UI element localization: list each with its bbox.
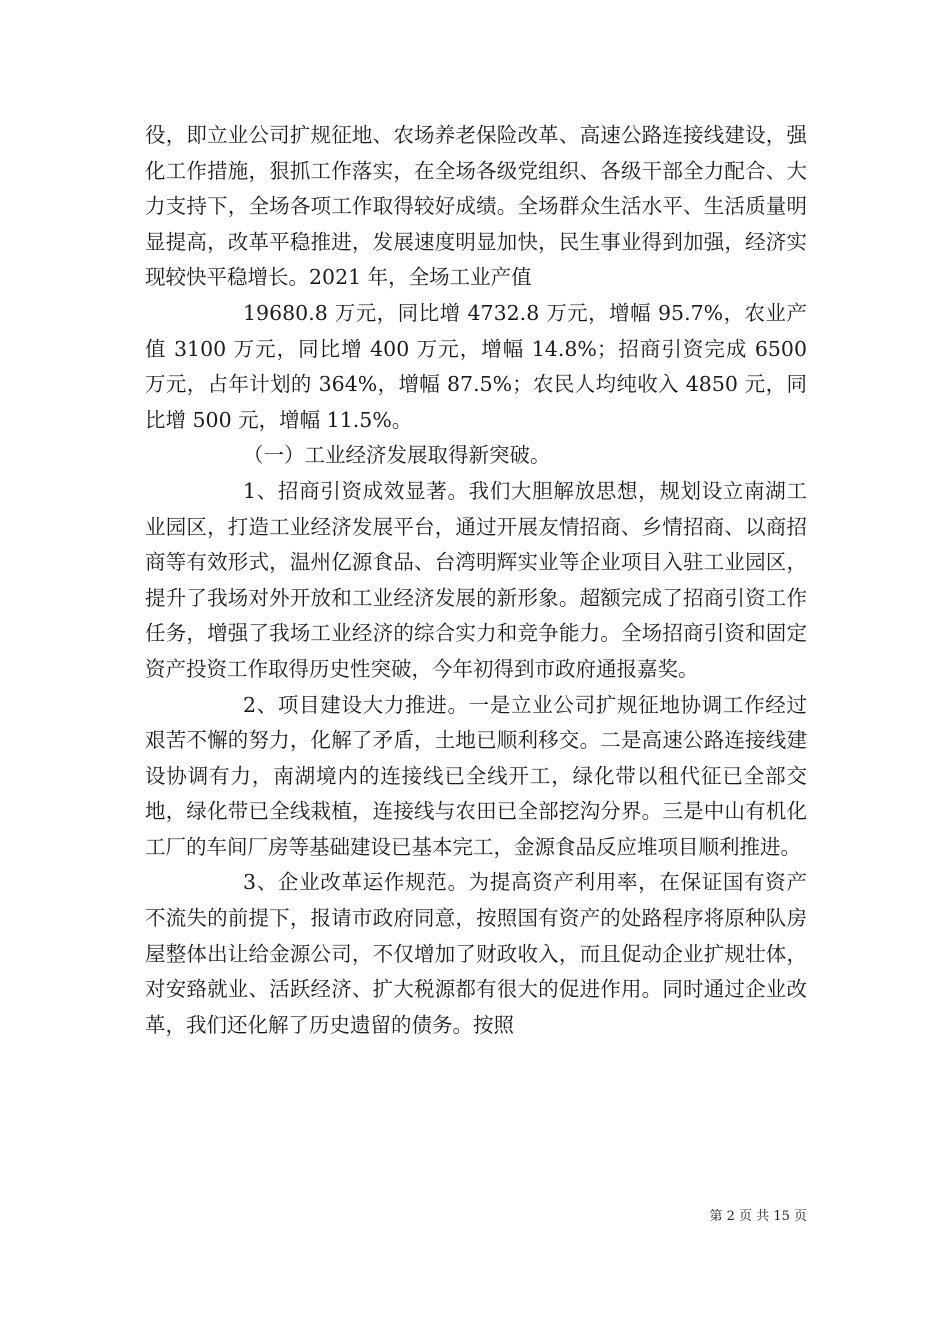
paragraph-project-construction: 2、项目建设大力推进。一是立业公司扩规征地协调工作经过艰苦不懈的努力，化解了矛盾，土地已顺利移交。二是高速公路连接线建设协调有力，南湖境内的连接线已全线开工，绿化带以租代征已全部交地，绿化带已全线栽植，连接线与农田已全部挖沟分界。三是中山有机化工厂的车间厂房等基础建设已基本完工，金源食品反应堆项目顺利推进。 [145,692,807,859]
paragraph-enterprise-reform: 3、企业改革运作规范。为提高资产利用率，在保证国有资产不流失的前提下，报请市政府同意，按照国有资产的处路程序将原种队房屋整体出让给金源公司，不仅增加了财政收入，而且促动企业扩规壮体，对安臵就业、活跃经济、扩大税源都有很大的促进作用。同时通过企业改革，我们还化解了历史遗留的债务。按照 [145,870,807,1037]
section-heading-industrial-economy: （一）工业经济发展取得新突破。 [243,443,551,468]
page-number-footer: 第 2 页 共 15 页 [709,1209,807,1224]
paragraph-output-figures: 19680.8 万元，同比增 4732.8 万元，增幅 95.7%，农业产值 3100 万元，同比增 400 万元，增幅 14.8%；招商引资完成 6500 万元，占年计划的 364%，增幅 87.5%；农民人均纯收入 4850 元，同比增 500 元，增幅 11.5%。 [145,300,807,432]
document-body [145,118,807,1043]
paragraph-investment-attraction: 1、招商引资成效显著。我们大胆解放思想，规划设立南湖工业园区，打造工业经济发展平台，通过开展友情招商、乡情招商、以商招商等有效形式，温州亿源食品、台湾明辉实业等企业项目入驻工业园区，提升了我场对外开放和工业经济发展的新形象。超额完成了招商引资工作任务，增强了我场工业经济的综合实力和竞争能力。全场招商引资和固定资产投资工作取得历史性突破，今年初得到市政府通报嘉奖。 [145,478,807,681]
paragraph-continued-summary: 役，即立业公司扩规征地、农场养老保险改革、高速公路连接线建设，强化工作措施，狠抓工作落实，在全场各级党组织、各级干部全力配合、大力支持下，全场各项工作取得较好成绩。全场群众生活水平、生活质量明显提高，改革平稳推进，发展速度明显加快，民生事业得到加强，经济实现较快平稳增长。2021 年，全场工业产值 [145,123,807,290]
